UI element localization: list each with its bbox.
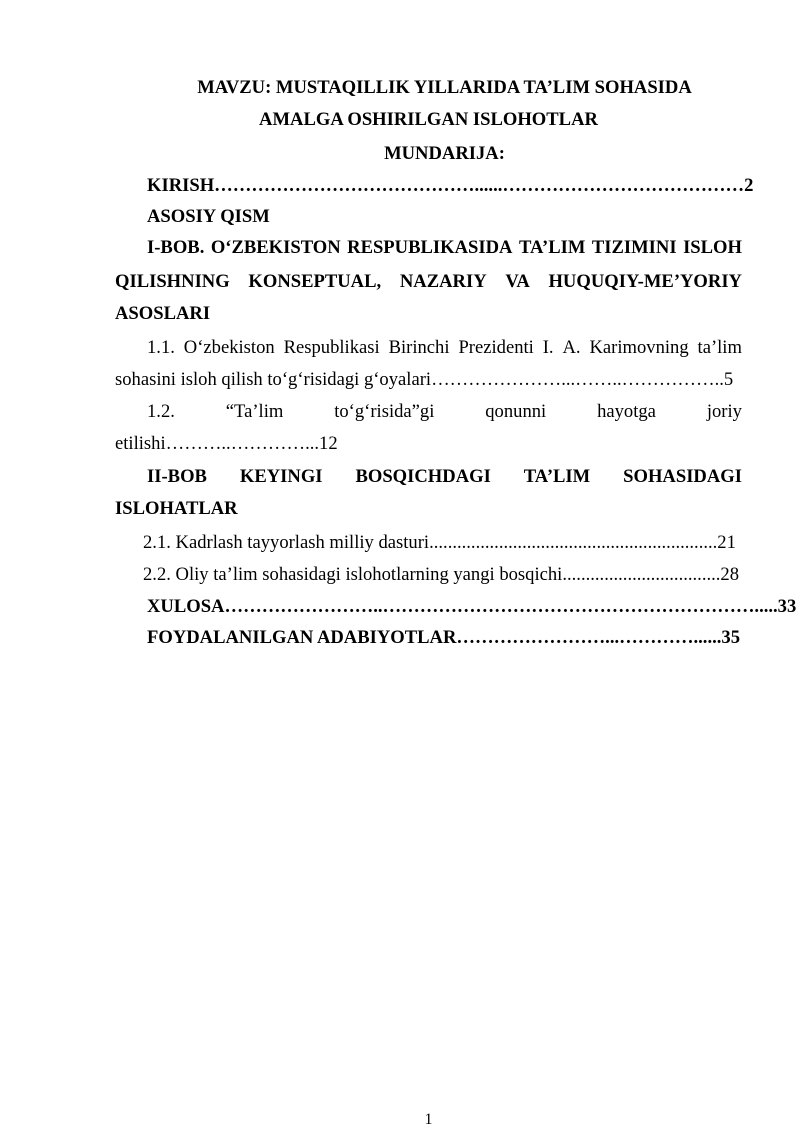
chapter-2-title-line-1 — [147, 461, 742, 493]
word: Karimovning — [589, 337, 689, 358]
word: I. — [542, 337, 554, 358]
chapter-1-title-line-3: ASOSLARI — [115, 303, 211, 324]
word: O‘zbekiston — [183, 337, 275, 358]
word: TIZIMINI — [591, 237, 677, 258]
toc-entry-introduction — [147, 170, 753, 202]
word: RESPUBLIKASIDA — [347, 237, 513, 258]
dot-leader: ……………………………………......………………………………… — [214, 175, 745, 196]
word: O‘ZBEKISTON — [210, 237, 341, 258]
word: II-BOB — [147, 466, 207, 487]
chapter-1-title-line-2 — [115, 266, 742, 298]
word: 1.2. — [147, 401, 175, 422]
toc-entry-conclusion — [147, 591, 796, 623]
toc-entry-label: KIRISH — [147, 175, 215, 196]
word: I-BOB. — [147, 237, 205, 258]
word: VA — [505, 271, 530, 292]
word: 1.1. — [147, 337, 175, 358]
toc-entry-label: sohasini isloh qilish to‘g‘risidagi g‘oyalari — [115, 369, 432, 390]
toc-entry-section-2-2 — [143, 559, 739, 591]
word: TA’LIM — [523, 466, 591, 487]
page-reference: 33 — [777, 596, 797, 617]
page-reference: 35 — [721, 627, 740, 648]
page-reference: 2 — [744, 175, 754, 196]
dot-leader: ……………………..……………………………………………………..... — [224, 596, 778, 617]
toc-entry-label: 2.1. Kadrlash tayyorlash milliy dasturi — [143, 532, 430, 553]
dot-leader: …………………...……..…………….. — [431, 369, 724, 390]
word: A. — [562, 337, 581, 358]
toc-entry-label: XULOSA — [147, 596, 225, 617]
dot-leader: ……………………...…………...... — [456, 627, 722, 648]
word: joriy — [706, 401, 742, 422]
section-1-1-title-line-1 — [147, 332, 742, 364]
page-reference: 12 — [319, 433, 338, 454]
word: Birinchi — [388, 337, 450, 358]
toc-entry-label: 2.2. Oliy ta’lim sohasidagi islohotlarning yangi bosqichi — [143, 564, 563, 585]
dot-leader: .............................................................. — [429, 532, 718, 553]
word: hayotga — [597, 401, 656, 422]
word: BOSQICHDAGI — [355, 466, 491, 487]
page-reference: 5 — [723, 369, 734, 390]
toc-entry-label: etilishi — [115, 433, 166, 454]
word: SOHASIDAGI — [623, 466, 742, 487]
word: QILISHNING — [115, 271, 230, 292]
word: to‘g‘risida”gi — [334, 401, 435, 422]
word: KONSEPTUAL, — [248, 271, 382, 292]
toc-main-part-heading: ASOSIY QISM — [147, 206, 270, 227]
word: Respublikasi — [283, 337, 380, 358]
word: HUQUQIY-ME’YORIY — [548, 271, 742, 292]
word: qonunni — [485, 401, 547, 422]
word: Prezidenti — [458, 337, 534, 358]
dot-leader: .................................. — [562, 564, 721, 585]
toc-entry-label: FOYDALANILGAN ADABIYOTLAR — [147, 627, 457, 648]
page-reference: 21 — [717, 532, 736, 553]
word: KEYINGI — [239, 466, 323, 487]
topic-title-line-2: AMALGA OSHIRILGAN ISLOHOTLAR — [259, 109, 598, 130]
word: “Ta’lim — [225, 401, 284, 422]
page-number: 1 — [424, 1111, 433, 1128]
toc-entry-section-2-1 — [143, 527, 736, 559]
toc-entry-references — [147, 622, 740, 654]
word: ISLOH — [683, 237, 742, 258]
dot-leader: ………..…………... — [165, 433, 320, 454]
contents-heading: MUNDARIJA: — [384, 143, 505, 164]
chapter-1-title-line-1 — [147, 232, 742, 264]
chapter-2-title-line-2: ISLOHATLAR — [115, 498, 238, 519]
word: TA’LIM — [518, 237, 586, 258]
section-1-2-title-line-1 — [147, 396, 742, 428]
word: ta’lim — [697, 337, 742, 358]
toc-entry-section-1-2 — [115, 428, 338, 460]
toc-entry-section-1-1 — [115, 364, 733, 396]
page-reference: 28 — [720, 564, 739, 585]
word: NAZARIY — [399, 271, 487, 292]
topic-title-line-1: MAVZU: MUSTAQILLIK YILLARIDA TA’LIM SOHASIDA — [197, 77, 692, 98]
